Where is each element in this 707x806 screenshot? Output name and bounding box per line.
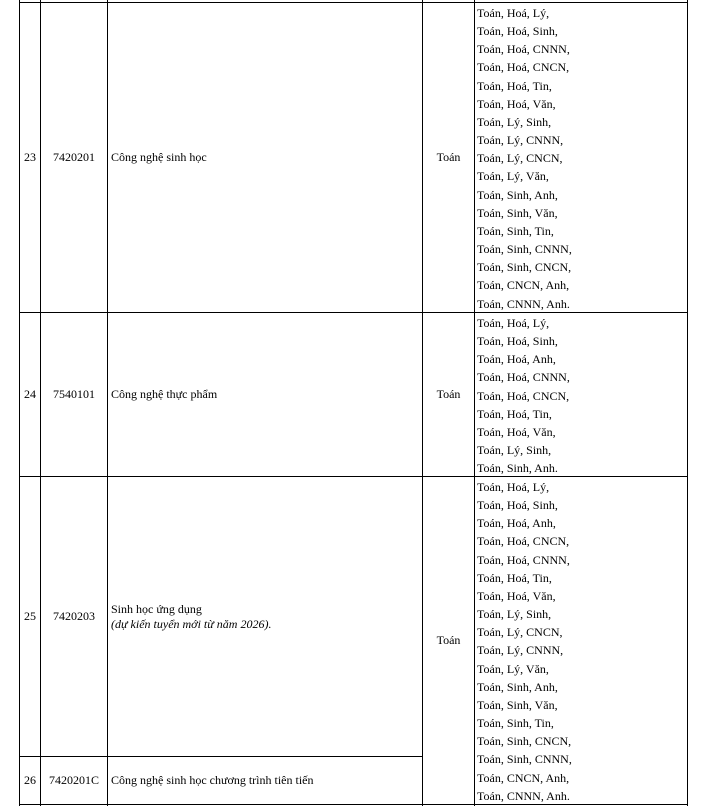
grid-line xyxy=(19,804,688,805)
combo-item: Toán, Hoá, Tin, xyxy=(477,406,552,421)
combo-item: Toán, Hoá, Anh, xyxy=(477,516,556,531)
combo-item: Toán, Hoá, Lý, xyxy=(477,480,550,494)
combo-item: Toán, Sinh, Tin, xyxy=(477,223,554,238)
combo-item: Toán, Lý, Văn, xyxy=(477,661,549,676)
combo-item: Toán, Hoá, Tin, xyxy=(477,78,552,93)
combo-item: Toán, Lý, CNNN, xyxy=(477,133,564,148)
combo-item: Toán, Hoá, Văn, xyxy=(477,588,556,603)
major-name: Công nghệ sinh học xyxy=(111,150,207,164)
combo-item: Toán, Hoá, Văn, xyxy=(477,96,556,111)
combo-item: Toán, Hoá, Sinh, xyxy=(477,334,558,349)
row-number: 25 xyxy=(24,609,36,623)
combo-item: Toán, Hoá, CNNN, xyxy=(477,552,570,567)
combo-item: Toán, Hoá, Anh, xyxy=(477,352,556,367)
subject-combinations xyxy=(477,4,572,313)
combo-item: Toán, Sinh, CNNN, xyxy=(477,752,572,767)
major-name: Sinh học ứng dụng xyxy=(111,601,202,616)
combo-item: Toán, Hoá, CNCN, xyxy=(477,388,570,403)
combo-item: Toán, Hoá, Sinh, xyxy=(477,24,558,39)
combo-item: Toán, CNCN, Anh, xyxy=(477,278,570,293)
combo-item: Toán, Sinh, CNCN, xyxy=(477,260,572,275)
major-code: 7420201 xyxy=(53,150,95,164)
major-code: 7540101 xyxy=(53,387,95,401)
row-number: 26 xyxy=(24,773,36,787)
grid-line xyxy=(474,0,475,806)
combo-item: Toán, CNCN, Anh, xyxy=(477,770,570,785)
major-code: 7420201C xyxy=(48,773,99,787)
required-subject: Toán xyxy=(436,150,461,164)
combo-item: Toán, Hoá, CNNN, xyxy=(477,42,570,57)
combo-item: Toán, Sinh, Tin, xyxy=(477,716,554,731)
major-name: Công nghệ sinh học chương trình tiên tiến xyxy=(111,773,314,787)
combo-item: Toán, Hoá, Lý, xyxy=(477,6,550,20)
combo-item: Toán, Hoá, CNCN, xyxy=(477,60,570,75)
combo-item: Toán, Hoá, CNNN, xyxy=(477,370,570,385)
combo-item: Toán, CNNN, Anh. xyxy=(477,788,570,803)
combo-item: Toán, Lý, Sinh, xyxy=(477,607,552,622)
required-subject: Toán xyxy=(436,633,461,647)
combo-item: Toán, Sinh, Anh, xyxy=(477,187,558,202)
combo-item: Toán, Sinh, CNNN, xyxy=(477,242,572,257)
combo-item: Toán, Lý, CNCN, xyxy=(477,625,563,640)
combo-item: Toán, CNNN, Anh. xyxy=(477,296,570,311)
combo-item: Toán, Hoá, Sinh, xyxy=(477,498,558,513)
major-note: (dự kiến tuyển mới từ năm 2026). xyxy=(111,616,272,631)
major-name-cell xyxy=(111,477,421,756)
combo-item: Toán, Sinh, Văn, xyxy=(477,697,558,712)
combo-item: Toán, Sinh, Văn, xyxy=(477,205,558,220)
row-number: 23 xyxy=(24,150,36,164)
combo-item: Toán, Lý, CNCN, xyxy=(477,151,563,166)
major-name: Công nghệ thực phẩm xyxy=(111,387,218,401)
grid-line xyxy=(107,0,108,806)
combo-item: Toán, Sinh, Anh. xyxy=(477,461,558,476)
combo-item: Toán, Hoá, Văn, xyxy=(477,424,556,439)
combo-item: Toán, Hoá, Lý, xyxy=(477,316,550,330)
combo-item: Toán, Lý, Văn, xyxy=(477,169,549,184)
combo-item: Toán, Sinh, Anh, xyxy=(477,679,558,694)
combo-item: Toán, Lý, Sinh, xyxy=(477,114,552,129)
required-subject: Toán xyxy=(436,387,461,401)
combo-item: Toán, Hoá, Tin, xyxy=(477,570,552,585)
grid-line xyxy=(687,0,688,806)
combo-item: Toán, Hoá, CNCN, xyxy=(477,534,570,549)
combo-item: Toán, Lý, CNNN, xyxy=(477,643,564,658)
subject-combinations xyxy=(477,314,570,477)
row-number: 24 xyxy=(24,387,36,401)
combo-item: Toán, Sinh, CNCN, xyxy=(477,734,572,749)
subject-combinations xyxy=(477,478,572,805)
combo-item: Toán, Lý, Sinh, xyxy=(477,443,552,458)
major-code: 7420203 xyxy=(53,609,95,623)
